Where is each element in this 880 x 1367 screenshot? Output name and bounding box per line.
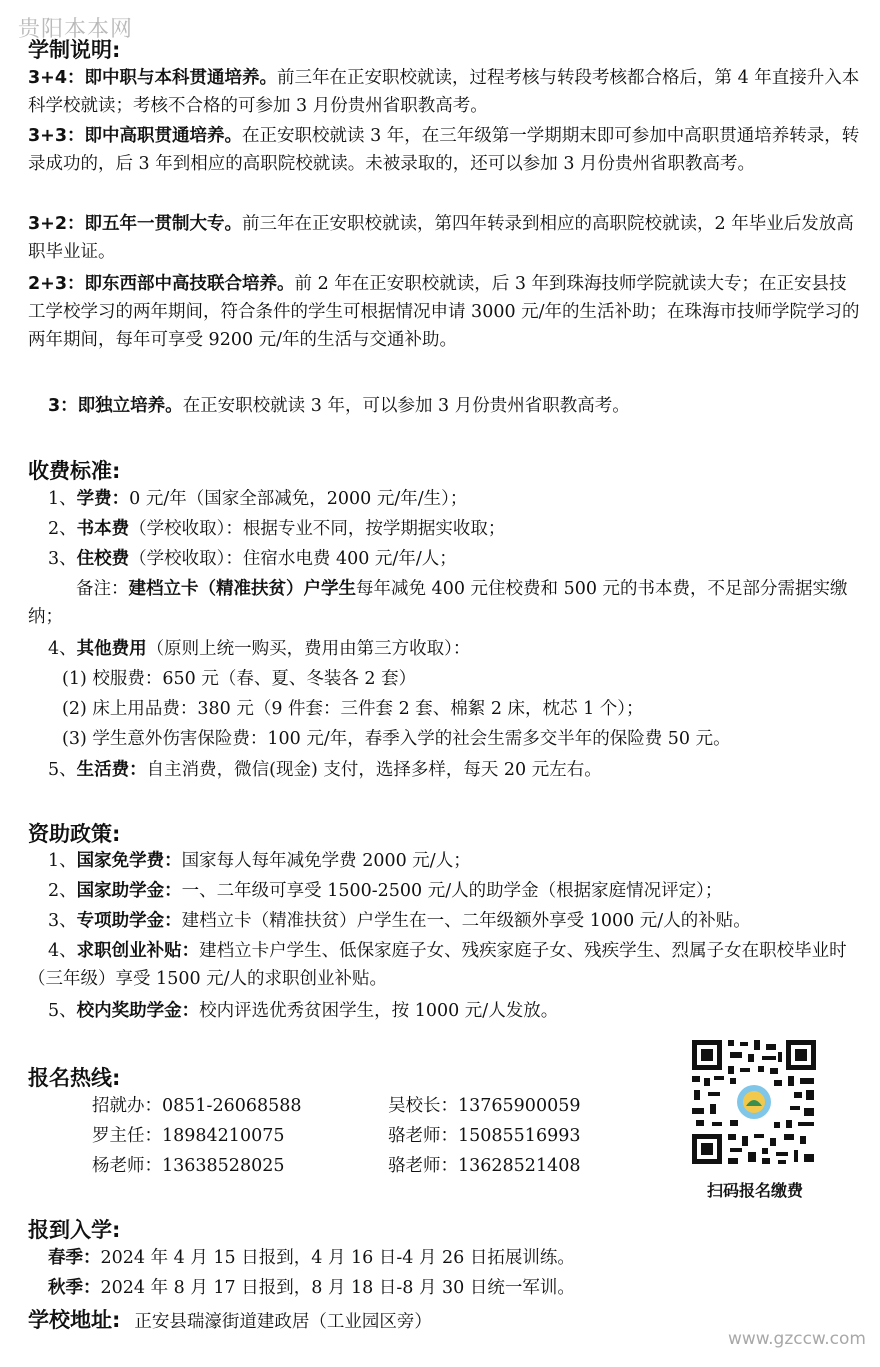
fee-note-text: 每年减免 400 元住校费和 500 元的书本费，不足部分需据实缴纳； [28,579,848,627]
xuezhi-label: 3+2：即五年一贯制大专。 [28,214,243,234]
fee-note-prefix: 备注： [76,579,129,599]
aid-num: 1、 [48,851,77,871]
xuezhi-label: 3：即独立培养。 [48,396,183,416]
xuezhi-item [28,270,863,354]
enroll-label: 春季： [48,1248,101,1268]
fee-num: 5、 [48,760,77,780]
fee-num: 4、 [48,639,77,659]
fee-other [48,635,470,663]
contact-name: 杨老师： [92,1156,162,1176]
fee-note [28,575,863,631]
aid-label: 专项助学金： [76,911,182,931]
fee-sub-item: (2) 床上用品费：380 元（9 件套：三件套 2 套、棉絮 2 床，枕芯 1 个）； [62,699,644,719]
contact-item [388,1152,580,1180]
xuezhi-text: 前三年在正安职校就读，过程考核与转段考核都合格后，第 4 年直接升入本科学校就读；考核不合格的可参加 3 月份贵州省职教高考。 [28,68,860,116]
qr-code[interactable] [690,1038,818,1166]
aid-num: 5、 [48,1001,77,1021]
contact-phone: 0851-26068588 [162,1096,302,1116]
xuezhi-text: 在正安职校就读 3 年，在三年级第一学期期末即可参加中高职贯通培养转录，转录成功的，后 3 年到相应的高职院校就读。未被录取的，还可以参加 3 月份贵州省职教高考。 [28,126,860,174]
xuezhi-item [28,210,863,266]
contact-phone: 13765900059 [458,1096,581,1116]
fee-item [48,515,505,543]
fee-num: 1、 [48,489,77,509]
aid-text: 校内评选优秀贫困学生，按 1000 元/人发放。 [199,1001,559,1021]
aid-item [48,877,722,905]
fee-living [48,756,602,784]
xuezhi-item [48,392,863,420]
xuezhi-label: 2+3：即东西部中高技联合培养。 [28,274,295,294]
fee-sub-item: (3) 学生意外伤害保险费：100 元/年，春季入学的社会生需多交半年的保险费 50 元。 [62,729,731,749]
contact-item [92,1122,284,1150]
fee-label: 其他费用 [76,639,147,659]
section-heading-aid: 资助政策: [28,822,121,846]
contact-phone: 13638528025 [162,1156,285,1176]
section-heading-hotline: 报名热线: [28,1066,121,1090]
contact-name: 吴校长： [388,1096,458,1116]
fee-item [48,485,467,513]
enroll-label: 秋季： [48,1278,101,1298]
contact-item [388,1092,580,1120]
fee-text: 自主消费，微信(现金) 支付，选择多样，每天 20 元左右。 [146,760,602,780]
section-heading-address: 学校地址: [28,1308,121,1332]
section-heading-enroll: 报到入学: [28,1218,121,1242]
watermark-top: 贵阳本本网 [18,17,134,42]
address-line [28,1306,432,1336]
fee-item [48,545,457,573]
contact-phone: 13628521408 [458,1156,581,1176]
aid-text: 建档立卡户学生、低保家庭子女、残疾家庭子女、残疾学生、烈属子女在职校毕业时（三年级）享受 1500 元/人的求职创业补贴。 [28,941,847,989]
section-heading-fees: 收费标准: [28,459,121,483]
qr-code-icon [690,1038,818,1166]
enroll-text: 2024 年 4 月 15 日报到，4 月 16 日-4 月 26 日拓展训练。 [100,1248,575,1268]
contact-item [92,1152,284,1180]
contact-name: 骆老师： [388,1156,458,1176]
aid-item [48,907,751,935]
enroll-spring [48,1244,575,1272]
aid-item [28,937,863,993]
xuezhi-text: 前三年在正安职校就读，第四年转录到相应的高职院校就读，2 年毕业后发放高职毕业证。 [28,214,854,262]
aid-num: 3、 [48,911,77,931]
fee-label: 住校费 [76,549,130,569]
enroll-autumn [48,1274,575,1302]
contact-name: 招就办： [92,1096,162,1116]
aid-text: 建档立卡（精准扶贫）户学生在一、二年级额外享受 1000 元/人的补贴。 [181,911,751,931]
fee-num: 2、 [48,519,77,539]
fee-label: 学费： [76,489,130,509]
aid-text: 一、二年级可享受 1500-2500 元/人的助学金（根据家庭情况评定）； [181,881,723,901]
aid-item [48,847,471,875]
contact-item [388,1122,580,1150]
aid-label: 国家助学金： [76,881,182,901]
xuezhi-text: 前 2 年在正安职校就读，后 3 年到珠海技师学院就读大专；在正安县技工学校学习的两年期间，符合条件的学生可根据情况申请 3000 元/年的生活补助；在珠海市技师学院学习的两年期间，每年可享受 9200 元/年的生活与交通补助。 [28,274,860,350]
aid-num: 2、 [48,881,77,901]
contact-phone: 15085516993 [458,1126,581,1146]
fee-label: 书本费 [76,519,130,539]
contact-name: 罗主任： [92,1126,162,1146]
aid-label: 求职创业补贴： [76,941,200,961]
contact-name: 骆老师： [388,1126,458,1146]
xuezhi-label: 3+4：即中职与本科贯通培养。 [28,68,278,88]
fee-label: 生活费： [76,760,147,780]
xuezhi-item [28,64,863,120]
address-text: 正安县瑞濠街道建政居（工业园区旁） [134,1312,432,1332]
qr-caption: 扫码报名缴费 [706,1181,803,1200]
aid-item [48,997,558,1025]
fee-text: （学校收取）：住宿水电费 400 元/年/人； [129,549,457,569]
xuezhi-text: 在正安职校就读 3 年，可以参加 3 月份贵州省职教高考。 [182,396,630,416]
fee-text: （学校收取）：根据专业不同，按学期据实收取； [129,519,506,539]
aid-label: 校内奖助学金： [76,1001,200,1021]
aid-label: 国家免学费： [76,851,182,871]
section-heading-xuezhi: 学制说明: [28,38,121,62]
contact-phone: 18984210075 [162,1126,285,1146]
fee-text: （原则上统一购买，费用由第三方收取）： [146,639,471,659]
watermark-bottom: www.gzccw.com [727,1329,866,1349]
aid-text: 国家每人每年减免学费 2000 元/人； [181,851,471,871]
xuezhi-item [28,122,863,178]
fee-sub-item: (1) 校服费：650 元（春、夏、冬装各 2 套） [62,669,417,689]
contact-item [92,1092,302,1120]
enroll-text: 2024 年 8 月 17 日报到，8 月 18 日-8 月 30 日统一军训。 [100,1278,575,1298]
fee-text: 0 元/年（国家全部减免，2000 元/年/生）； [129,489,468,509]
fee-num: 3、 [48,549,77,569]
fee-note-bold: 建档立卡（精准扶贫）户学生 [128,579,356,599]
xuezhi-label: 3+3：即中高职贯通培养。 [28,126,243,146]
aid-num: 4、 [48,941,77,961]
